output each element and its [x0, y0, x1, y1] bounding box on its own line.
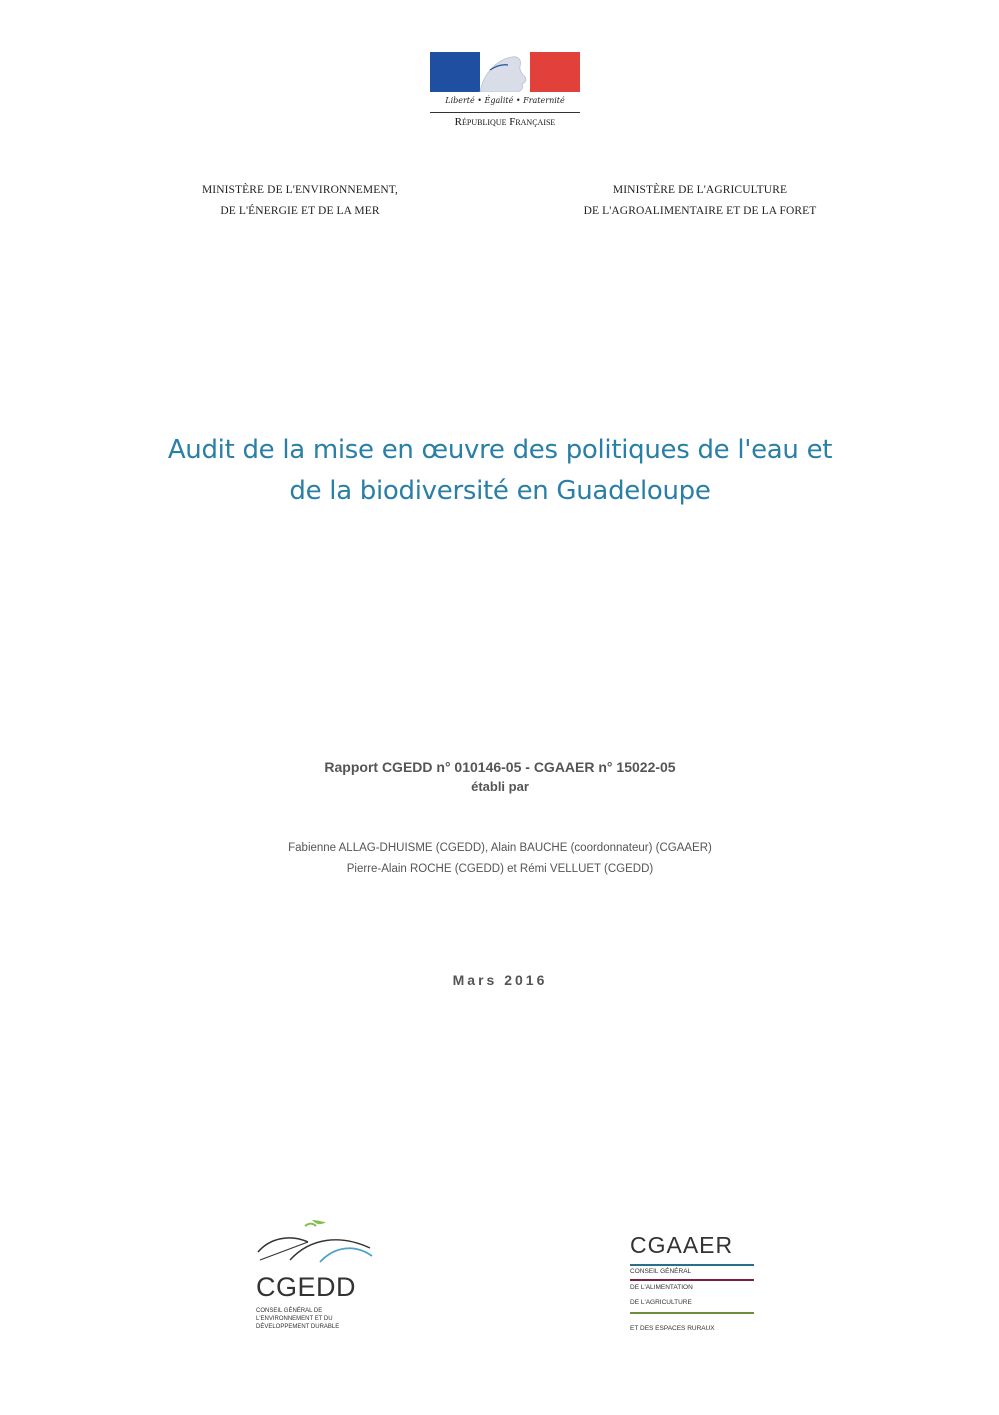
cgedd-subtitle — [256, 1307, 376, 1331]
cgaaer-line-4: ET DES ESPACES RURAUX — [630, 1325, 715, 1332]
cgedd-sub-2: L'ENVIRONNEMENT ET DU — [256, 1316, 333, 1322]
cgaaer-line-3: DE L'AGRICULTURE — [630, 1299, 692, 1306]
cgaaer-bar-1 — [630, 1264, 754, 1266]
cgaaer-line-2: DE L'ALIMENTATION — [630, 1284, 693, 1291]
document-title — [100, 430, 900, 512]
cgaaer-logo — [628, 1222, 758, 1347]
rf-motto: Liberté • Égalité • Fraternité — [445, 96, 565, 105]
cgedd-logo — [250, 1212, 380, 1347]
cgedd-sub-1: CONSEIL GÉNÉRAL DE — [256, 1308, 323, 1314]
marianne-flag-icon — [430, 52, 580, 92]
report-number: Rapport CGEDD n° 010146-05 - CGAAER n° 15022-05 — [324, 759, 676, 775]
cgedd-sub-3: DÉVELOPPEMENT DURABLE — [256, 1324, 340, 1330]
ministry-right-line-1: MINISTÈRE DE L'AGRICULTURE — [612, 184, 788, 196]
cgedd-bird-icon — [250, 1212, 380, 1272]
cgaaer-bar-2 — [630, 1279, 754, 1281]
authors-line-1: Fabienne ALLAG-DHUISME (CGEDD), Alain BAUCHE (coordonnateur) (CGAAER) — [288, 842, 712, 854]
report-date: Mars 2016 — [452, 972, 548, 988]
ministry-environment — [160, 180, 440, 222]
cgaaer-line-1: CONSEIL GÉNÉRAL — [630, 1268, 692, 1275]
title-line-2: de la biodiversité en Guadeloupe — [289, 476, 711, 506]
authors-line-2: Pierre-Alain ROCHE (CGEDD) et Rémi VELLUET (CGEDD) — [346, 863, 654, 875]
report-established-by: établi par — [471, 779, 529, 794]
ministry-left-line-1: MINISTÈRE DE L'ENVIRONNEMENT, — [201, 184, 399, 196]
report-info — [200, 757, 800, 796]
cgedd-wordmark: CGEDD — [256, 1272, 357, 1302]
authors — [150, 838, 850, 880]
ministry-agriculture — [545, 180, 855, 222]
ministry-left-line-2: DE L'ÉNERGIE ET DE LA MER — [220, 205, 380, 217]
republique-francaise-logo — [430, 52, 580, 142]
rf-divider — [430, 112, 580, 113]
ministry-right-line-2: DE L'AGROALIMENTAIRE ET DE LA FORET — [583, 205, 817, 217]
title-line-1: Audit de la mise en œuvre des politiques de l'eau et — [167, 435, 833, 465]
rf-name: République Française — [454, 116, 556, 128]
cgaaer-bar-3 — [630, 1312, 754, 1314]
cgaaer-wordmark: CGAAER — [630, 1232, 734, 1258]
